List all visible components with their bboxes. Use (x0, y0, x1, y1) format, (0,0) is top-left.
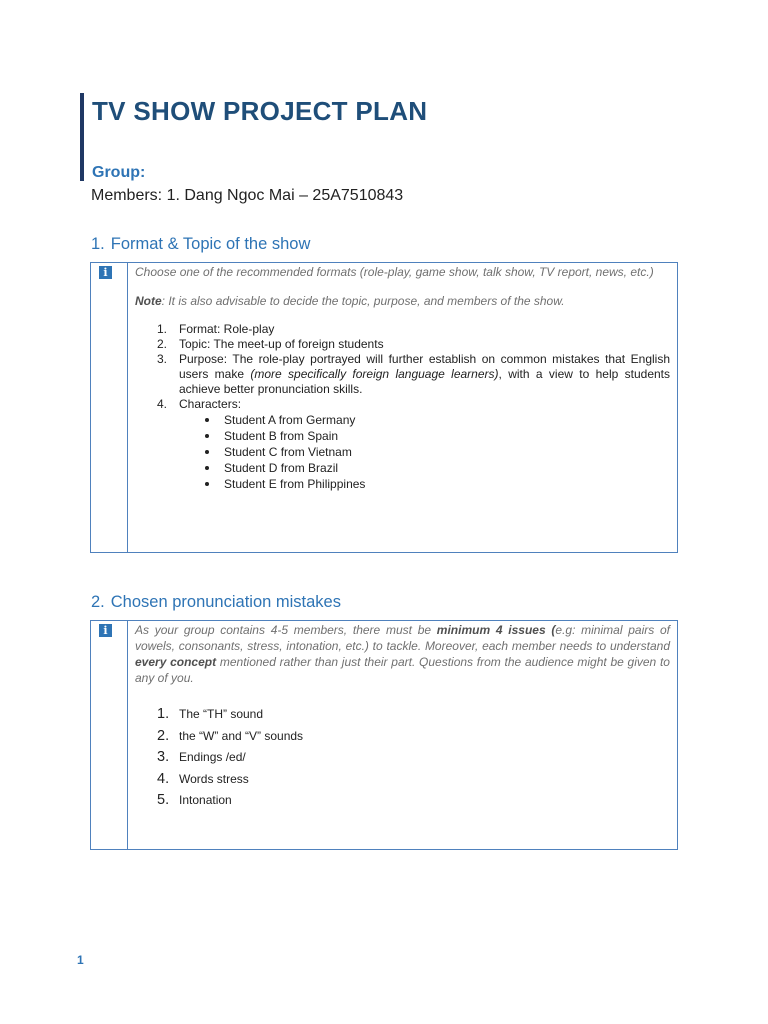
character-text: Student B from Spain (224, 429, 339, 443)
list-item-italic-text: (more specifically foreign language learners) (250, 367, 499, 381)
bullet-icon (205, 418, 209, 422)
section-2-content (135, 621, 670, 812)
character-text: Student D from Brazil (224, 461, 339, 475)
character-item (179, 444, 670, 460)
list-item (135, 769, 670, 791)
list-number: 2. (157, 337, 168, 351)
page-title: TV SHOW PROJECT PLAN (92, 96, 428, 126)
section-2-number: 2. (91, 593, 105, 611)
list-item-text: Intonation (179, 793, 232, 807)
list-number: 3. (157, 749, 170, 765)
list-item-text: the “W” and “V” sounds (179, 728, 304, 743)
list-item-text: Words stress (179, 771, 249, 786)
section-1-title: Format & Topic of the show (110, 235, 311, 253)
character-text: Student E from Philippines (224, 477, 366, 491)
instruction-bold: minimum 4 issues ( (436, 623, 556, 637)
list-item (135, 322, 670, 337)
section-2-heading (91, 593, 341, 612)
list-number: 4. (157, 770, 170, 787)
section-1-box (90, 262, 678, 553)
mistakes-list (135, 704, 670, 812)
members-line: Members: 1. Dang Ngoc Mai – 25A7510843 (91, 187, 404, 204)
list-item-text: The “TH” sound (179, 707, 264, 721)
list-number: 2. (157, 727, 170, 744)
character-text: Student A from Germany (224, 413, 356, 427)
list-item (135, 352, 670, 397)
list-item-text: Purpose: The role-play portrayed will further establish on common mistakes that English users make (179, 352, 670, 381)
section-2-icon-column (91, 621, 128, 849)
section-1-icon-column (91, 263, 128, 552)
character-item (179, 460, 670, 476)
character-item (179, 428, 670, 444)
list-item (135, 337, 670, 352)
instruction-bold: every concept (135, 655, 217, 669)
list-number: 3. (157, 352, 168, 366)
info-icon: i (99, 624, 112, 637)
section-2-title: Chosen pronunciation mistakes (110, 593, 341, 611)
list-number: 1. (157, 322, 168, 336)
list-item-text: Format: Role-play (179, 322, 275, 336)
list-item-text-end: , with a view to help students achieve better pronunciation skills. (179, 367, 670, 396)
section-1-list (135, 322, 670, 492)
section-2-box (90, 620, 678, 850)
list-item-text: Topic: The meet-up of foreign students (179, 337, 384, 351)
list-item-text: Characters: (179, 397, 242, 411)
instruction-text: mentioned rather than just their part. Questions from the audience might be given to any of you. (135, 655, 670, 685)
page-number: 1 (77, 953, 84, 967)
characters-list (179, 412, 670, 492)
title-accent-bar (80, 93, 84, 181)
list-item (135, 704, 670, 726)
list-item (135, 790, 670, 812)
bullet-icon (205, 434, 209, 438)
info-icon: i (99, 266, 112, 279)
bullet-icon (205, 450, 209, 454)
character-item (179, 476, 670, 492)
list-number: 1. (157, 706, 170, 722)
section-1-content (135, 263, 670, 492)
character-item (179, 412, 670, 428)
list-item (135, 726, 670, 748)
section-1-heading (91, 235, 310, 254)
section-2-instruction (135, 622, 670, 686)
character-text: Student C from Vietnam (224, 445, 352, 459)
bullet-icon (205, 466, 209, 470)
section-1-note (135, 293, 670, 309)
instruction-text: e.g: minimal pairs of vowels, consonants, stress, intonation, etc.) to tackle. Moreover, each member needs to understand (135, 623, 670, 653)
note-text: : It is also advisable to decide the topic, purpose, and members of the show. (161, 294, 565, 308)
section-1-number: 1. (91, 235, 105, 253)
bullet-icon (205, 482, 209, 486)
instruction-text: As your group contains 4-5 members, there must be (135, 623, 437, 637)
list-item (135, 397, 670, 492)
list-item (135, 747, 670, 769)
list-number: 5. (157, 792, 170, 808)
list-item-text: Endings /ed/ (179, 750, 246, 764)
section-1-instruction: Choose one of the recommended formats (role-play, game show, talk show, TV report, news, etc.) (135, 265, 654, 279)
note-label: Note (135, 294, 162, 308)
list-number: 4. (157, 397, 168, 411)
group-label: Group: (92, 164, 146, 181)
